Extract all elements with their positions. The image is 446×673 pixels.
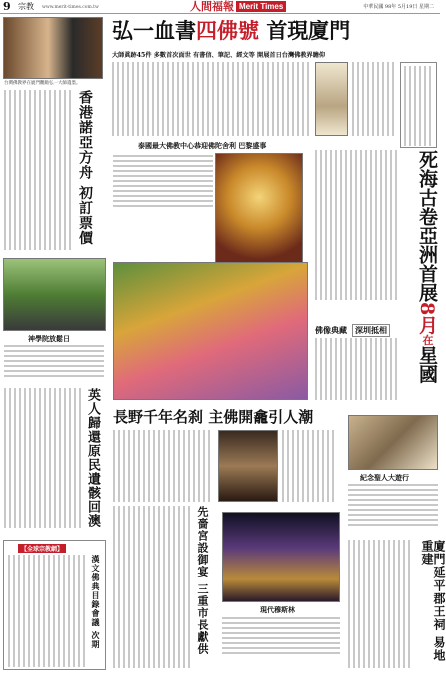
shenzhen-label: 深圳抵相 — [352, 324, 390, 337]
section-url: www.merit-times.com.tw — [42, 5, 99, 10]
buddhist-canon-label: 佛像典藏 — [315, 325, 347, 335]
memorial-text — [348, 484, 438, 534]
top-left-caption: 台灣佛教界在廈門觀瞻弘一大師遺墨。 — [4, 81, 81, 86]
far-right-column — [400, 62, 437, 148]
stupa-photo — [215, 153, 303, 263]
global-religion-box — [3, 540, 106, 670]
hk-ark-headline: 香港諾亞方舟 初訂票價 — [77, 90, 93, 246]
nagano-photo — [218, 430, 278, 502]
headline-part3: 首現廈門 — [266, 18, 351, 43]
dead-sea-text — [315, 150, 401, 300]
sub-headline: 大師眞跡45件 多數首次面世 有書信、筆記、經文等 開展首日台灣佛教界瞻仰 — [112, 52, 326, 59]
main-article-text — [112, 62, 312, 136]
dead-sea-headline — [406, 150, 436, 450]
masthead-logo: 人間福報 — [190, 0, 234, 13]
column-headline: 漢文佛典目錄會議 次期 — [91, 555, 101, 649]
right-column-text — [352, 62, 397, 136]
returning-headline: 英人歸還原民遺骸回澳 — [85, 388, 100, 528]
thai-text — [113, 155, 213, 215]
memorial-caption: 紀念聖人大遊行 — [360, 473, 409, 482]
masthead-logo-english: Merit Times — [236, 1, 286, 12]
headline-part1: 弘一血書 — [112, 18, 196, 43]
main-headline — [112, 17, 432, 45]
dead-sea-part2: 8月 — [416, 302, 438, 335]
seminary-caption: 神學院放鬆日 — [28, 334, 70, 343]
xianding-photo — [222, 512, 340, 602]
xianding-text — [113, 506, 193, 668]
seminary-text — [4, 345, 104, 380]
issue-date: 中華民國 98年 5月19日 星期二 — [363, 4, 434, 10]
xianding-caption-text — [222, 617, 340, 667]
thai-caption: 泰國最大佛教中心恭迎佛陀舍利 巴黎盛事 — [138, 141, 267, 150]
page-header — [0, 0, 440, 14]
dead-sea-part4: 星國 — [416, 345, 438, 384]
top-left-photo — [3, 17, 103, 79]
xiamen-right-headline: 廈門延平郡王祠 易地重建 — [420, 540, 446, 663]
seminary-photo — [3, 258, 106, 331]
nagano-text — [113, 430, 213, 502]
page-number: 9 — [3, 0, 11, 13]
calligraphy-photo — [315, 62, 348, 136]
left-article-text — [4, 90, 74, 250]
canon-text — [315, 338, 401, 400]
returning-text — [4, 388, 82, 528]
column-tag: 【全球宗教網】 — [18, 544, 66, 553]
section-name: 宗教 — [18, 2, 34, 11]
nagano-text-2 — [282, 430, 340, 502]
dead-sea-part1: 死海古卷亞洲首展 — [416, 150, 438, 302]
xiamen-right-text — [348, 540, 416, 668]
xianding-headline: 先嗇宮設御宴 三重市長獻供 — [196, 506, 209, 655]
procession-photo — [113, 262, 308, 400]
xianding-caption: 現代穆斯林 — [260, 605, 295, 614]
nagano-headline: 長野千年名刹 主佛開龕引人潮 — [113, 408, 314, 426]
dead-sea-part3: 在 — [421, 334, 434, 346]
headline-part2: 四佛號 — [196, 18, 259, 43]
memorial-photo — [348, 415, 438, 470]
